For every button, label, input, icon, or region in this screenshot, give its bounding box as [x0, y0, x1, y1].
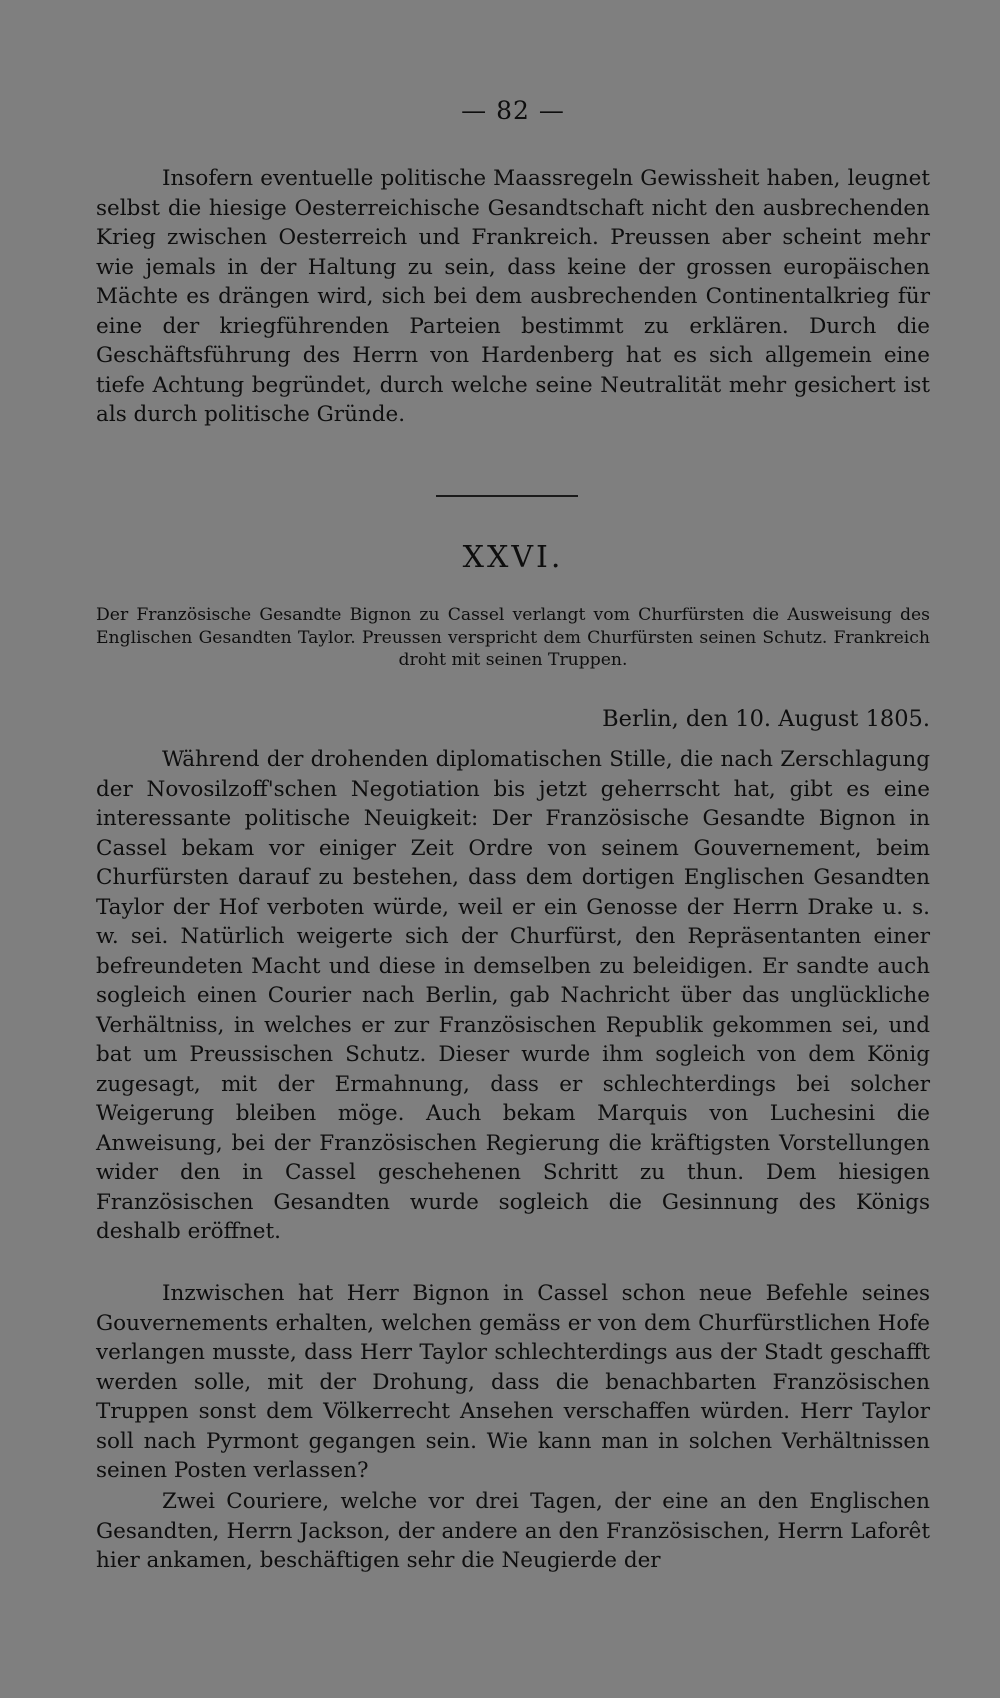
paragraph: Zwei Couriere, welche vor drei Tagen, der eine an den Englischen Gesandten, Herrn Jackson, der andere an den Französischen, Herrn Laforêt hier ankamen, beschäftigen sehr die Neugierde der — [96, 1489, 930, 1573]
paragraph-intro: Insofern eventuelle politische Maassregeln Gewissheit haben, leugnet selbst die hiesige Oesterreichische Gesandtschaft nicht den ausbrechenden Krieg zwischen Oesterreich und Frankreich. Preussen aber scheint mehr wie jemals in der Haltung zu sein, dass keine der grossen europäischen Mächte es drängen wird, sich bei dem ausbrechenden Continentalkrieg für eine der kriegführenden Parteien bestimmt zu erklären. Durch die Geschäftsführung des Herrn von Hardenberg hat es sich allgemein eine tiefe Achtung begründet, durch welche seine Neutralität mehr gesichert ist als durch politische Gründe. — [96, 166, 930, 427]
letter-body-1 — [96, 745, 930, 1247]
section-summary: Der Französische Gesandte Bignon zu Cassel verlangt vom Churfürsten die Ausweisung des Englischen Gesandten Taylor. Preussen verspricht dem Churfürsten seinen Schutz. Frankreich droht mit seinen Truppen. — [96, 605, 930, 670]
page-number: — 82 — — [461, 96, 565, 125]
letter-body-3 — [96, 1487, 930, 1576]
dateline: Berlin, den 10. August 1805. — [602, 706, 930, 732]
paragraph: Inzwischen hat Herr Bignon in Cassel schon neue Befehle seines Gouvernements erhalten, welchen gemäss er von dem Churfürstlichen Hofe verlangen musste, dass Herr Taylor schlechterdings aus der Stadt geschafft werden solle, mit der Drohung, dass die benachbarten Französischen Truppen sonst dem Völkerrecht Ansehen verschaffen würden. Herr Taylor soll nach Pyrmont gegangen sein. Wie kann man in solchen Verhältnissen seinen Posten verlassen? — [96, 1281, 930, 1483]
paragraph: Während der drohenden diplomatischen Stille, die nach Zerschlagung der Novosilzoff'schen Negotiation bis jetzt geherrscht hat, gibt es eine interessante politische Neuigkeit: Der Französische Gesandte Bignon in Cassel bekam vor einiger Zeit Ordre von seinem Gouvernement, beim Churfürsten darauf zu bestehen, dass dem dortigen Englischen Gesandten Taylor der Hof verboten würde, weil er ein Genosse der Herrn Drake u. s. w. sei. Natürlich weigerte sich der Churfürst, den Repräsentanten einer befreundeten Macht und diese in demselben zu beleidigen. Er sandte auch sogleich einen Courier nach Berlin, gab Nachricht über das unglückliche Verhältniss, in welches er zur Französischen Republik gekommen sei, und bat um Preussischen Schutz. Dieser wurde ihm sogleich von dem König zugesagt, mit der Ermahnung, dass er schlechterdings bei solcher Weigerung bleiben möge. Auch bekam Marquis von Luchesini die Anweisung, bei der Französischen Regierung die kräftigsten Vorstellungen wider den in Cassel geschehenen Schritt zu thun. Dem hiesigen Französischen Gesandten wurde sogleich die Gesinnung des Königs deshalb eröffnet. — [96, 747, 930, 1244]
letter-body-2 — [96, 1279, 930, 1486]
section-divider — [436, 495, 578, 497]
section-heading: XXVI. — [462, 540, 564, 575]
